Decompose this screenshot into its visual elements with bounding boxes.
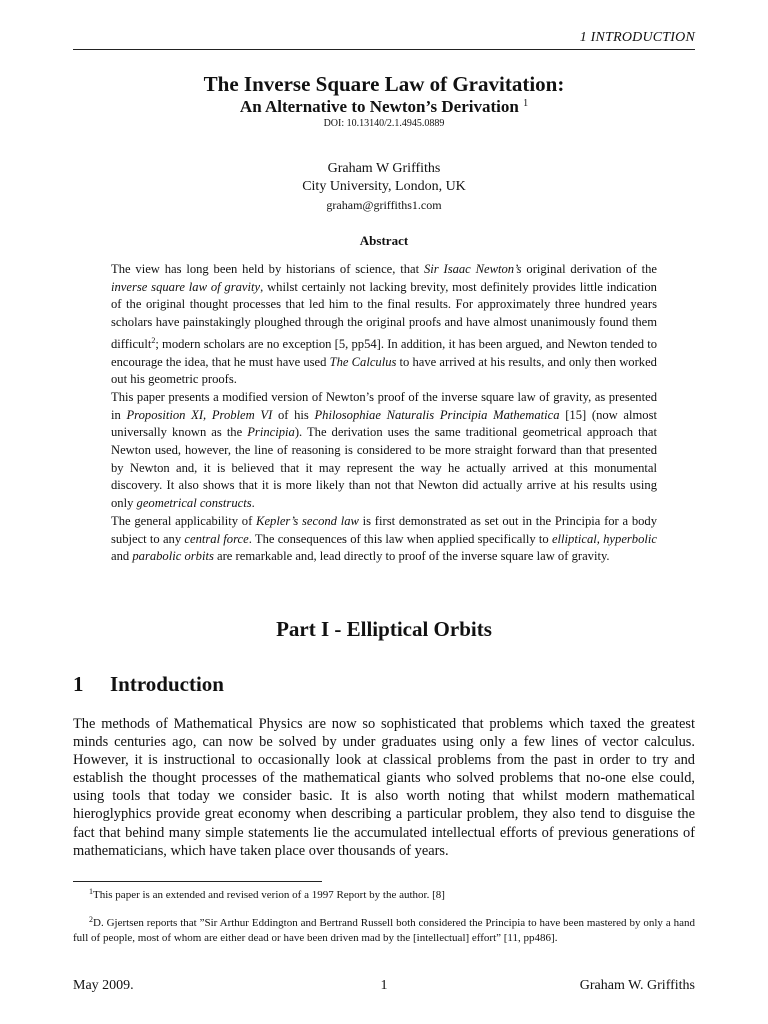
author-email: graham@griffiths1.com [326, 198, 442, 212]
footer-author: Graham W. Griffiths [579, 978, 695, 993]
text-run: [15] (now almost universally known as the [111, 407, 657, 440]
paper-subtitle [73, 94, 695, 117]
emphasis: Philosophiae Naturalis Principia Mathematica [314, 407, 560, 422]
footer-date: May 2009. [73, 978, 134, 993]
footnote-text: This paper is an extended and revised verion of a 1997 Report by the author. [8] [93, 889, 445, 901]
text-run: The view has long been held by historians of science, that [111, 262, 424, 276]
abstract-paragraph-1 [111, 261, 657, 389]
footnote-mark: 2 [151, 335, 156, 345]
author-name: Graham W Griffiths [327, 161, 441, 176]
footnote-2 [73, 912, 695, 946]
text-run: , whilst certainly not lacking brevity, most definitely provides little indication of the original thought processes that led him to the final results. For approximately three hundred years scholars have painstakingly ploughed through the original proofs and have almost unanimously found them difficult [111, 279, 657, 351]
text-run: of his [272, 407, 315, 422]
emphasis: Sir Isaac Newton’s [423, 262, 522, 276]
emphasis: geometrical constructs [136, 496, 252, 511]
text-run: ). The derivation uses the same traditional geometrical approach that Newton used, however, the line of reasoning is considered to be more straight forward than that presented by Newton and, it is believed that it may represent the way he actually arrived at this monumental discovery. It also shows that it is more likely than not that Newton did actually arrive at his results using only [111, 425, 657, 511]
running-head: 1 INTRODUCTION [579, 30, 695, 45]
section-number: 1 [73, 672, 84, 696]
text-run: are remarkable and, lead directly to proof of the inverse square law of gravity. [213, 549, 610, 564]
abstract-paragraph-3 [111, 513, 657, 566]
emphasis: central force [184, 531, 249, 546]
text-run: ; modern scholars are no exception [5, pp54]. In addition, it has been argued, and Newton tended to encourage the idea, that he must have used [111, 336, 657, 369]
emphasis: Principia [247, 425, 295, 440]
footnote-mark: 1 [89, 887, 93, 896]
text-run: original derivation of the [521, 262, 657, 276]
footnote-mark: 2 [89, 915, 93, 924]
emphasis: parabolic orbits [132, 549, 214, 564]
part-heading: Part I - Elliptical Orbits [276, 617, 492, 641]
page-number: 1 [380, 978, 388, 993]
footnote-text: D. Gjertsen reports that ”Sir Arthur Eddington and Bertrand Russell both considered the Principia to have been mastered by only a hand full of people, most of whom are either dead or have been driven mad by the [intellectual] effort” [11, pp486]. [73, 917, 695, 944]
author-block [73, 160, 695, 214]
paper-title: The Inverse Square Law of Gravitation: [203, 72, 565, 96]
emphasis: elliptical, hyperbolic [551, 531, 657, 546]
doi: DOI: 10.13140/2.1.4945.0889 [323, 118, 445, 129]
text-run: and [111, 549, 133, 564]
footnote-rule [73, 881, 322, 882]
text-run: The general applicability of [111, 513, 257, 528]
section-heading [73, 672, 695, 697]
author-affiliation: City University, London, UK [302, 179, 466, 194]
abstract-paragraph-2 [111, 389, 657, 513]
abstract-heading: Abstract [359, 233, 409, 248]
text-run: This paper presents a modified version of Newton’s proof of the inverse square law of gravity, as presented in [111, 389, 657, 422]
emphasis: The Calculus [329, 354, 397, 369]
text-run: to have arrived at his results, and only then worked out his geometric proofs. [111, 354, 657, 387]
section-body: The methods of Mathematical Physics are now so sophisticated that problems which taxed the greatest minds centuries ago, can now be solved by under graduates using only a few lines of vector calculus. However, it is instructional to occasionally look at classical problems from the past in order to try and establish the thought processes of the mathematical giants who solved problems that no-one else could, using tools that today we consider basic. It is also worth noting that whilst modern mathematical hieroglyphics provide great economy when describing a particular problem, they also tend to disguise the fact that behind many simple statements lie the accumulated intellectual efforts of previous generations of mathematicians, which have taken place over thousands of years. [73, 716, 695, 859]
section-title: Introduction [110, 672, 224, 696]
emphasis: Kepler’s second law [256, 513, 359, 528]
text-run: . The consequences of this law when applied specifically to [248, 531, 552, 546]
text-run: . [251, 496, 255, 511]
header-rule [73, 49, 695, 50]
subtitle-footnote-mark: 1 [523, 98, 529, 109]
footnote-1 [73, 884, 695, 903]
abstract [111, 261, 657, 566]
emphasis: inverse square law of gravity [111, 279, 261, 294]
subtitle-text: An Alternative to Newton’s Derivation [239, 97, 519, 116]
text-run: is first demonstrated as set out in the Principia for a body subject to any [111, 513, 658, 546]
emphasis: Proposition XI, Problem VI [126, 407, 273, 422]
